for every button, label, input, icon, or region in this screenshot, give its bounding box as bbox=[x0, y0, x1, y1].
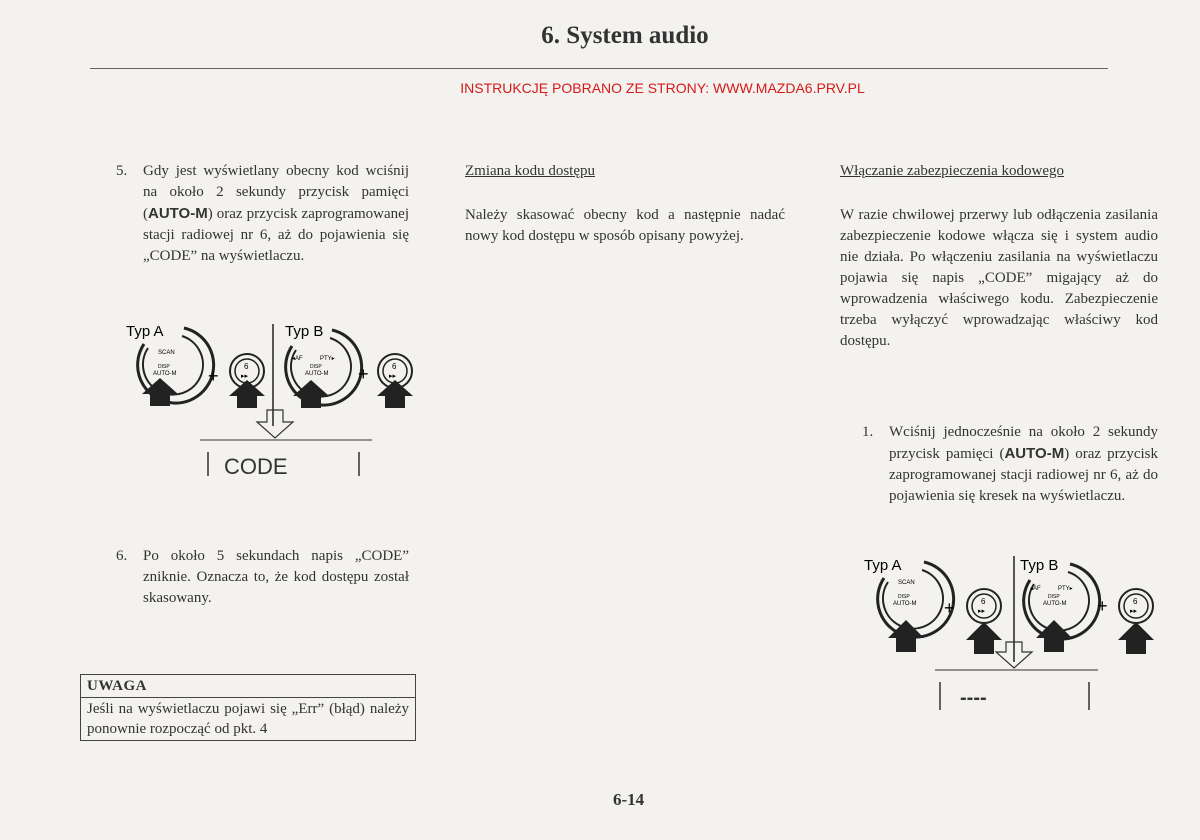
press-arrow-icon bbox=[1118, 622, 1154, 654]
plus-sign: + bbox=[944, 598, 955, 618]
press-arrow-icon bbox=[888, 620, 924, 652]
disp-label: DISP bbox=[1048, 594, 1060, 600]
step-text-part: Gdy jest wyświetlany obecny kod wciśnij na około 2 sekundy przycisk pamięci ( bbox=[143, 163, 409, 222]
step-text-part: Wciśnij jednocześnie na około 2 sekundy przycisk pamięci ( bbox=[889, 424, 1158, 462]
pty-label: PTY▸ bbox=[320, 356, 335, 362]
button-name: AUTO-M bbox=[148, 205, 208, 222]
step-text-part: ) oraz przycisk zaprogramowanej stacji radiowej nr 6, aż do pojawienia się kresek na wyświetlaczu. bbox=[889, 446, 1158, 504]
preset-number: 6 bbox=[1133, 597, 1138, 606]
plus-sign: + bbox=[1097, 596, 1108, 616]
preset-arrows: ▸▸ bbox=[978, 608, 986, 615]
preset-6-button bbox=[966, 589, 1002, 654]
step-text-part: ) oraz przycisk zaprogramowanej stacji radiowej nr 6, aż do pojawienia się „CODE” na wyświetlaczu. bbox=[143, 206, 409, 264]
knob-type-b bbox=[285, 323, 362, 408]
step-1 bbox=[862, 422, 1158, 507]
header-divider bbox=[90, 68, 1108, 69]
note-box bbox=[80, 674, 416, 741]
step-number: 6. bbox=[116, 548, 128, 564]
disp-label: DISP bbox=[310, 364, 322, 370]
note-text: Jeśli na wyświetlaczu pojawi się „Err” (błąd) należy ponownie rozpocząć od pkt. 4 bbox=[87, 701, 409, 737]
step-5 bbox=[116, 161, 409, 267]
type-a-label: Typ A bbox=[126, 323, 164, 340]
display-text: CODE bbox=[224, 454, 288, 479]
section-heading-change-code: Zmiana kodu dostępu bbox=[465, 163, 595, 179]
disp-label: DISP bbox=[158, 364, 170, 370]
plus-sign: + bbox=[358, 364, 369, 384]
enable-protection-text: W razie chwilowej przerwy lub odłączenia zasilania zabezpieczenie kodowe włącza się i system audio nie działa. Po włączeniu zasilania na wyświetlaczu pojawia się napis „CODE” migający aż do wprowadzenia właściwego kodu. Zabezpieczenie trzeba wyłączyć wprowadzając właściwy kod dostępu. bbox=[840, 207, 1158, 349]
scan-label: SCAN bbox=[898, 580, 915, 586]
knob-type-a bbox=[126, 323, 214, 406]
preset-number: 6 bbox=[392, 362, 397, 371]
button-sequence-diagram-clear bbox=[120, 316, 420, 488]
preset-arrows: ▸▸ bbox=[241, 373, 249, 380]
section-heading-enable-protection: Włączanie zabezpieczenia kodowego bbox=[840, 163, 1065, 179]
pty-label: PTY▸ bbox=[1058, 586, 1073, 592]
knob-type-b bbox=[1020, 557, 1100, 652]
preset-arrows: ▸▸ bbox=[389, 373, 397, 380]
source-note: INSTRUKCJĘ POBRANO ZE STRONY: WWW.MAZDA6.PRV.PL bbox=[460, 80, 865, 96]
page-title: 6. System audio bbox=[541, 22, 709, 49]
preset-arrows: ▸▸ bbox=[1130, 608, 1138, 615]
step-6 bbox=[116, 546, 409, 609]
type-b-label: Typ B bbox=[1020, 557, 1059, 574]
auto-m-label: AUTO-M bbox=[153, 371, 177, 377]
knob-type-a bbox=[864, 557, 954, 652]
type-b-label: Typ B bbox=[285, 323, 324, 340]
preset-number: 6 bbox=[981, 597, 986, 606]
press-arrow-icon bbox=[229, 380, 265, 408]
press-arrow-icon bbox=[377, 380, 413, 408]
step-text: Po około 5 sekundach napis „CODE” zniknie. Oznacza to, że kod dostępu został skasowany. bbox=[143, 548, 409, 606]
page-number: 6-14 bbox=[613, 790, 645, 809]
step-text bbox=[143, 161, 409, 267]
button-name: AUTO-M bbox=[1004, 445, 1065, 462]
preset-6-button bbox=[1118, 589, 1154, 654]
disp-label: DISP bbox=[898, 594, 910, 600]
preset-6-button bbox=[377, 354, 413, 408]
scan-label: SCAN bbox=[158, 350, 175, 356]
af-label: ◂AF bbox=[1030, 586, 1041, 592]
auto-m-label: AUTO-M bbox=[305, 371, 329, 377]
plus-sign: + bbox=[208, 366, 219, 386]
press-arrow-icon bbox=[966, 622, 1002, 654]
auto-m-label: AUTO-M bbox=[1043, 601, 1067, 607]
af-label: ◂AF bbox=[292, 356, 303, 362]
step-text bbox=[889, 422, 1158, 507]
result-arrow-icon bbox=[257, 410, 293, 438]
preset-6-button bbox=[229, 354, 265, 408]
step-number: 1. bbox=[862, 424, 874, 440]
preset-number: 6 bbox=[244, 362, 249, 371]
type-a-label: Typ A bbox=[864, 557, 902, 574]
button-sequence-diagram-unlock bbox=[860, 550, 1160, 722]
step-number: 5. bbox=[116, 163, 128, 179]
auto-m-label: AUTO-M bbox=[893, 601, 917, 607]
display-text: ---- bbox=[960, 687, 987, 709]
note-heading: UWAGA bbox=[81, 675, 415, 698]
change-code-text: Należy skasować obecny kod a następnie nadać nowy kod dostępu w sposób opisany powyżej. bbox=[465, 207, 785, 244]
